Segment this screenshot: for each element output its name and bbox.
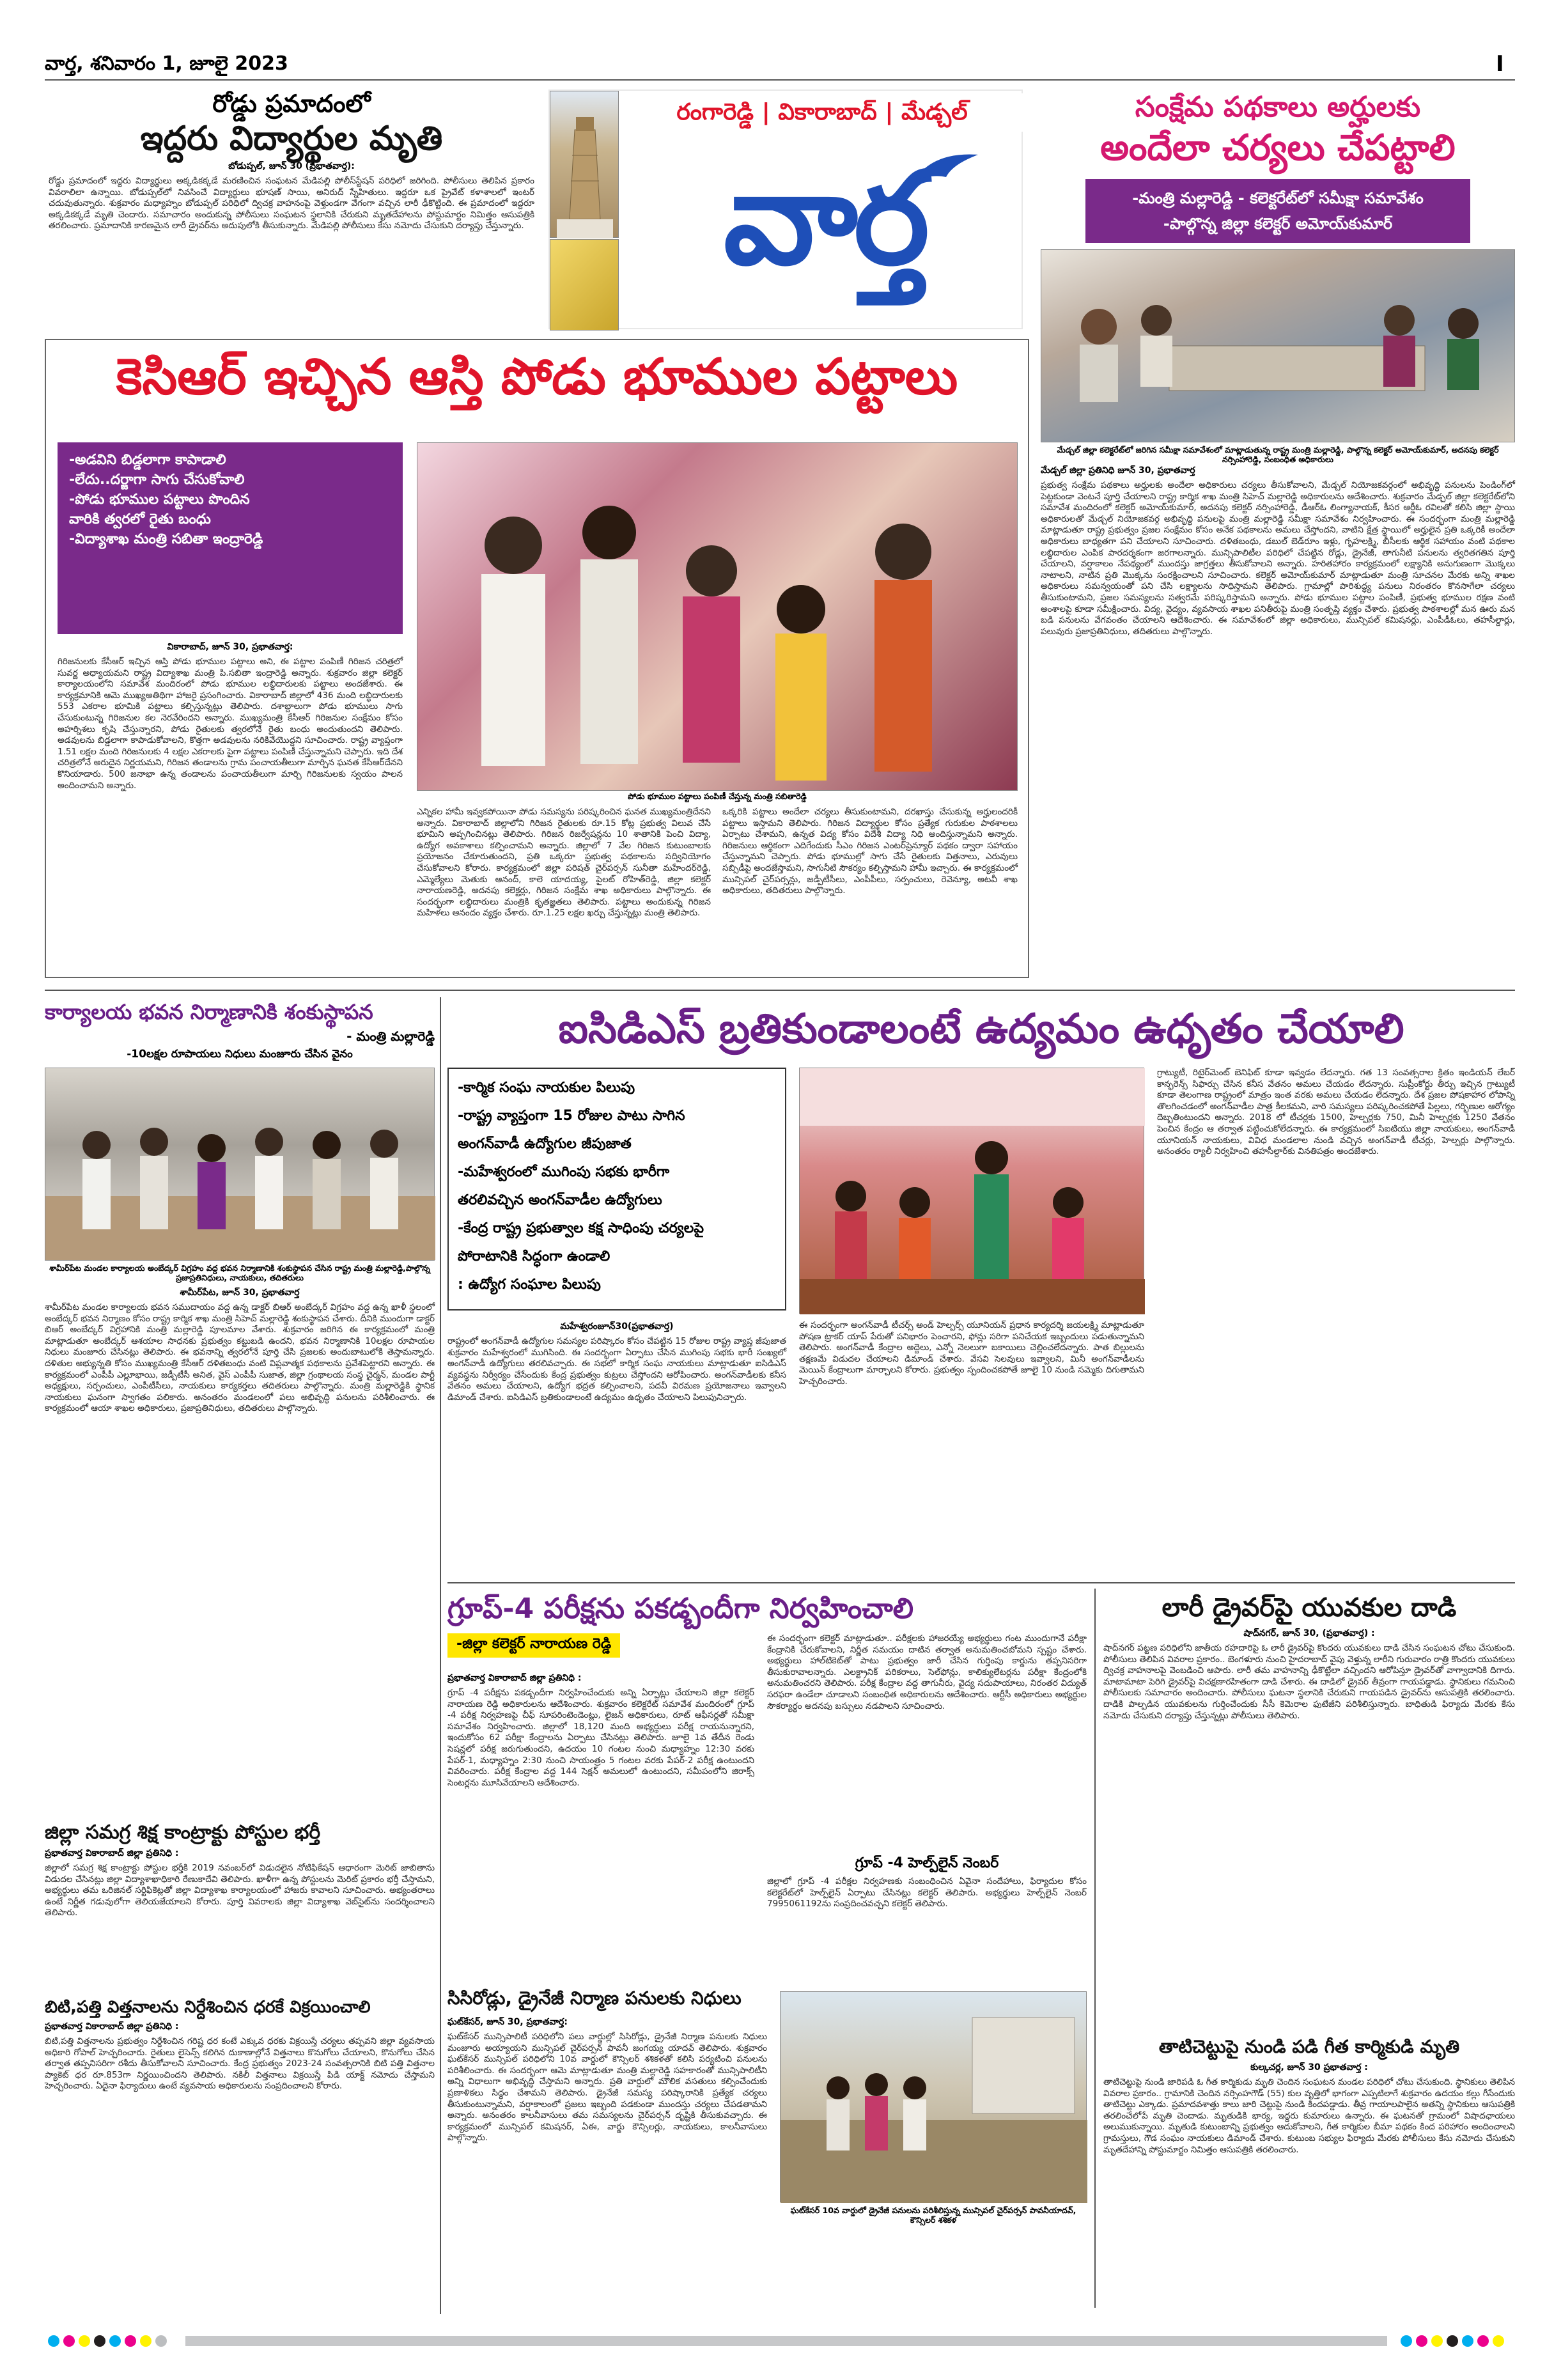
story2-photo <box>1041 249 1515 442</box>
story5-headline: జిల్లా సమగ్ర శిక్ష కాంట్రాక్టు పోస్టుల భర్తీ <box>45 1821 321 1844</box>
story3-bullet-4: వారికి త్వరలో రైతు బంధు <box>69 511 211 527</box>
story8-sub: -జిల్లా కలెక్టర్ నారాయణ రెడ్డి <box>456 1636 612 1652</box>
lower-rule <box>447 1582 1515 1583</box>
story-cotton-seeds <box>45 1995 438 2308</box>
story8-col2 <box>767 1633 1090 1979</box>
mid-rule <box>45 990 1515 991</box>
story8-col1-body: గ్రూప్ -4 పరీక్షను పకడ్బందీగా నిర్వహించేందుకు అన్ని ఏర్పాట్లు చేయాలని జిల్లా కలెక్టర్ నారాయణ రెడ్డి అధికారులను ఆదేశించారు. శుక్రవారం కలెక్టరేట్ సమావేశ మందిరంలో గ్రూప్ -4 పరీక్ష నిర్వహణపై చీఫ్ సూపరింటెండెంట్లు, లైజన్ అధికారులు, రూట్ ఆఫీసర్లతో సమీక్షా సమావేశం నిర్వహించారు. జిల్లాలో 18,120 మంది అభ్యర్థులు పరీక్ష రాయనున్నారని, ఇందుకోసం 62 పరీక్షా కేంద్రాలను ఏర్పాటు చేసినట్లు తెలిపారు. జూలై 1వ తేదీన రెండు సెషన్లలో పరీక్ష జరుగుతుందని, ఉదయం 10 గంటల నుంచి మధ్యాహ్నం 12:30 వరకు పేపర్-1, మధ్యాహ్నం 2:30 నుంచి సాయంత్రం 5 గంటల వరకు పేపర్-2 పరీక్ష ఉంటుందని వివరించారు. పరీక్ష కేంద్రాల వద్ద 144 సెక్షన్ అమలులో ఉంటుందని, సమీపంలోని జిరాక్స్ సెంటర్లను మూసివేయాలని ఆదేశించారు. <box>447 1688 758 1788</box>
story-toddy-tapper <box>1103 2033 1518 2308</box>
masthead-logo <box>633 142 1016 315</box>
story3-bullet-3: -పోడు భూముల పట్టాలు పొందిన <box>69 492 250 508</box>
story8-headline: గ్రూప్-4 పరీక్షను పకడ్బందీగా నిర్వహించాలి <box>447 1592 914 1625</box>
story5-body: జిల్లాలో సమగ్ర శిక్ష కాంట్రాక్టు పోస్టుల భర్తీకి 2019 నవంబర్‌లో విడుదలైన నోటిఫికేషన్ ఆధారంగా మెరిట్ జాబితాను విడుదల చేసినట్లు జిల్లా విద్యాశాఖాధికారి రేణుకాదేవి తెలిపారు. ఖాళీగా ఉన్న పోస్టులను మెరిట్ ప్రకారం భర్తీ చేస్తామని, అభ్యర్థులు తమ ఒరిజినల్ సర్టిఫికెట్లతో జిల్లా విద్యాశాఖ కార్యాలయంలో హాజరు కావాలని సూచించారు. అభ్యంతరాలు ఉంటే నిర్ణీత గడువులోగా తెలియజేయాలని కోరారు. పూర్తి వివరాలకు జిల్లా విద్యాశాఖ వెబ్‌సైట్‌ను సందర్శించాలని తెలిపారు. <box>45 1863 438 1918</box>
edition-line: రంగారెడ్డి | వికారాబాద్ | మేడ్చల్ <box>676 99 968 125</box>
story4-headline: కార్యాలయ భవన నిర్మాణానికి శంకుస్థాపన <box>45 1000 373 1024</box>
story8-helpline-head: గ్రూప్ -4 హెల్ప్‌లైన్ నెంబర్ <box>855 1855 999 1871</box>
story4-sub1: - మంత్రి మల్లారెడ్డి <box>346 1029 435 1044</box>
story1-dateline: బోడుప్పల్, జూన్ 30 (ప్రభాతవార్త): <box>228 161 355 171</box>
story3-col2 <box>417 807 714 976</box>
story11-dateline: కుల్కచర్ల, జూన్ 30 ప్రభాతవార్త : <box>1250 2062 1368 2073</box>
story11-headline: తాటిచెట్టుపై నుండి పడి గీత కార్మికుడి మృతి <box>1158 2036 1460 2057</box>
story-group4-exam <box>447 1589 1090 1979</box>
top-rule <box>45 79 1515 81</box>
story3-bullet-2: -లేదు..దర్జాగా సాగు చేసుకోవాలి <box>69 472 245 488</box>
story1-kicker: రోడ్డు ప్రమాదంలో <box>212 89 371 118</box>
story8-helpline-body: జిల్లాలో గ్రూప్ -4 పరీక్షల నిర్వహణకు సంబంధించిన ఏవైనా సందేహాలు, ఫిర్యాదుల కోసం కలెక్టరేట్‌లో హెల్ప్‌లైన్ ఏర్పాటు చేసినట్లు కలెక్టర్ తెలిపారు. అభ్యర్థులు హెల్ప్‌లైన్ నెంబర్ 7995061192ను సంప్రదించవచ్చని కలెక్టర్ తెలిపారు. <box>767 1876 1090 1909</box>
anganwadi-rally-photo-icon <box>800 1068 1145 1314</box>
story-lorry-driver <box>1103 1589 1518 2030</box>
story-office-building <box>45 997 438 1816</box>
minister-distributing-titles-photo-icon <box>417 443 1018 791</box>
story2-headline: అందేలా చర్యలు చేపట్టాలి <box>1100 127 1456 169</box>
story8-dateline: ప్రభాతవార్త వికారాబాద్ జిల్లా ప్రతినిధి : <box>447 1673 582 1683</box>
story3-col1 <box>58 641 406 973</box>
story2-bullet-2: -పాల్గొన్న జిల్లా కలెక్టర్ అమోయ్‌కుమార్ <box>1163 215 1393 233</box>
story9-dateline: ఘట్‌కేసర్, జూన్ 30, ప్రభాతవార్త: <box>447 2017 568 2027</box>
folio-line: వార్త, శనివారం 1, జూలై 2023 <box>45 52 288 75</box>
story4-photo <box>45 1068 435 1261</box>
page-number: I <box>1496 51 1504 77</box>
story3-bullet-box <box>58 442 403 634</box>
story4-dateline: శామీర్‌పేట, జూన్ 30, ప్రభాతవార్త <box>180 1287 300 1298</box>
story-welfare-schemes <box>1041 89 1518 978</box>
story3-bullet-5: -విద్యాశాఖ మంత్రి సబితా ఇంద్రారెడ్డి <box>69 531 263 547</box>
story3-dateline: వికారాబాద్, జూన్ 30, ప్రభాతవార్త: <box>167 642 293 652</box>
story7-col2 <box>799 1320 1147 1576</box>
story7-bullet-7: పోరాటానికి సిద్ధంగా ఉండాలి <box>458 1248 610 1264</box>
edition-banner <box>621 93 1023 132</box>
print-registration-icon <box>45 2333 1515 2349</box>
story8-col1 <box>447 1672 758 1979</box>
story4-photo-caption: శామీర్‌పేట మండల కార్యాలయ అంబేద్కర్ విగ్రహం వద్ద భవన నిర్మాణానికి శంకుస్థాపన చేసిన రాష్ట్ర మంత్రి మల్లారెడ్డి,పాల్గొన్న ప్రజాప్రతినిధులు, నాయకులు, తదితరులు <box>45 1263 435 1282</box>
story7-bullet-6: -కేంద్ర రాష్ట్ర ప్రభుత్వాల కక్ష సాధింపు చర్యలపై <box>458 1220 704 1236</box>
story2-kicker: సంక్షేమ పథకాలు అర్హులకు <box>1135 91 1421 123</box>
story-icds <box>447 997 1518 1579</box>
story1-headline: ఇద్దరు విద్యార్థుల మృతి <box>140 120 443 158</box>
story7-bullet-box <box>447 1068 786 1311</box>
story3-col2-body: ఎన్నికల హామీ ఇవ్వకపోయినా పోడు సమస్యను పరిష్కరించిన ఘనత ముఖ్యమంత్రిదేనని అన్నారు. వికారాబాద్ జిల్లాలోని గిరిజన రైతులకు రూ.15 కోట్ల ప్రభుత్వ విలువ చేసే భూమిని అప్పగించినట్లు తెలిపారు. గిరిజన రిజర్వేషన్లను 10 శాతానికి పెంచి విద్యా, ఉద్యోగ అవకాశాలు కల్పించామని అన్నారు. జిల్లాలో 7 వేల గిరిజన కుటుంబాలకు ప్రయోజనం చేకూరుతుందని, ప్రతి ఒక్కరూ ప్రభుత్వ పథకాలను సద్వినియోగం చేసుకోవాలని కోరారు. కార్యక్రమంలో జిల్లా పరిషత్ చైర్‌పర్సన్ సునీతా మహేందర్‌రెడ్డి, ఎమ్మెల్యేలు మెతుకు ఆనంద్, కాలె యాదయ్య, పైలట్ రోహిత్‌రెడ్డి, జిల్లా కలెక్టర్ నారాయణరెడ్డి, అదనపు కలెక్టర్లు, గిరిజన సంక్షేమ శాఖ అధికారులు పాల్గొన్నారు. ఈ సందర్భంగా లబ్ధిదారులు మంత్రికి కృతజ్ఞతలు తెలిపారు. పట్టాలు అందుకున్న గిరిజన మహిళలు ఆనందం వ్యక్తం చేశారు. రూ.1.25 లక్షల ఖర్చు చేస్తున్నట్లు మంత్రి తెలిపారు. <box>417 807 714 919</box>
story6-body: బిటి,పత్తి విత్తనాలను ప్రభుత్వం నిర్దేశించిన గరిష్ట ధర కంటే ఎక్కువ ధరకు విక్రయిస్తే చర్యలు తప్పవని జిల్లా వ్యవసాయ అధికారి గోపాల్ హెచ్చరించారు. రైతులు లైసెన్స్ కలిగిన దుకాణాల్లోనే విత్తనాలు కొనుగోలు చేయాలని, కొనుగోలు చేసిన తర్వాత తప్పనిసరిగా రశీదు తీసుకోవాలని సూచించారు. కేంద్ర ప్రభుత్వం 2023-24 సంవత్సరానికి బిటి పత్తి విత్తనాల ప్యాకెట్ ధర రూ.853గా నిర్ణయించిందని తెలిపారు. నకిలీ విత్తనాలు విక్రయిస్తే పిడి యాక్ట్ నమోదు చేస్తామని హెచ్చరించారు. ఏదైనా ఫిర్యాదులు ఉంటే వ్యవసాయ అధికారులను సంప్రదించాలని కోరారు. <box>45 2036 438 2092</box>
story-contract-posts <box>45 1819 438 1991</box>
story11-body: తాటిచెట్టుపై నుండి జారిపడి ఓ గీత కార్మికుడు మృతి చెందిన సంఘటన మండల పరిధిలో చోటు చేసుకుంది. స్థానికులు తెలిపిన వివరాల ప్రకారం.. గ్రామానికి చెందిన నర్సింహగౌడ్ (55) కుల వృత్తిలో భాగంగా ఎప్పటిలాగే శుక్రవారం ఉదయం కల్లు గీసేందుకు తాటిచెట్టు ఎక్కాడు. ప్రమాదవశాత్తు కాలు జారి చెట్టుపై నుండి కిందపడ్డాడు. తీవ్ర గాయాలపాలైన అతన్ని స్థానికులు ఆసుపత్రికి తరలించేలోపే మృతి చెందాడు. మృతుడికి భార్య, ఇద్దరు కుమారులు ఉన్నారు. ఈ ఘటనతో గ్రామంలో విషాదఛాయలు అలుముకున్నాయి. మృతుడి కుటుంబాన్ని ప్రభుత్వం ఆదుకోవాలని, గీత కార్మికుల బీమా పథకం కింద పరిహారం అందించాలని గ్రామస్తులు, గౌడ సంఘం నాయకులు డిమాండ్ చేశారు. కుటుంబ సభ్యుల ఫిర్యాదు మేరకు పోలీసులు కేసు నమోదు చేసుకుని మృతదేహాన్ని పోస్టుమార్టం నిమిత్తం ఆసుపత్రికి తరలించారు. <box>1103 2077 1518 2155</box>
story6-dateline: ప్రభాతవార్త వికారాబాద్ జిల్లా ప్రతినిధి : <box>45 2021 179 2032</box>
col-divider-left <box>440 997 441 2314</box>
story7-photo <box>799 1068 1144 1314</box>
story3-col3 <box>722 807 1021 976</box>
dove-logo-icon <box>908 148 984 193</box>
story-road-accident <box>49 89 538 326</box>
story5-dateline: ప్రభాతవార్త వికారాబాద్ జిల్లా ప్రతినిధి : <box>45 1848 179 1858</box>
story7-headline: ఐసిడిఎస్ బ్రతికుండాలంటే ఉద్యమం ఉధృతం చేయాలి <box>558 1006 1404 1053</box>
story-cc-roads <box>447 1985 1087 2308</box>
story1-body: రోడ్డు ప్రమాదంలో ఇద్దరు విద్యార్థులు అక్కడికక్కడే మరణించిన సంఘటన మేడిపల్లి పోలీస్‌స్టేషన్ పరిధిలో జరిగింది. పోలీసులు తెలిపిన ప్రకారం వివరాలిలా ఉన్నాయి. బోడుప్పల్‌లో నివసించే విద్యార్థులు భూషణ్ సాయి, అనిరుద్ స్నేహితులు. ఇద్దరూ ఒక ప్రైవేట్ కళాశాలలో ఇంటర్ చదువుతున్నారు. శుక్రవారం మధ్యాహ్నం బోడుప్పల్ పరిధిలో ద్విచక్ర వాహనంపై వెళ్తుండగా వేగంగా వచ్చిన లారీ ఢీకొట్టింది. ఈ ప్రమాదంలో ఇద్దరూ అక్కడికక్కడే మృతి చెందారు. సమాచారం అందుకున్న పోలీసులు సంఘటన స్థలానికి చేరుకుని మృతదేహాలను పోస్టుమార్టం నిమిత్తం ఆసుపత్రికి తరలించారు. ప్రమాదానికి కారణమైన లారీ డ్రైవర్‌ను అదుపులోకి తీసుకున్నారు. మేడిపల్లి పోలీసులు కేసు నమోదు చేసుకుని దర్యాప్తు చేస్తున్నారు. <box>49 176 538 231</box>
story7-bullet-8: : ఉద్యోగ సంఘాల పిలుపు <box>458 1277 601 1293</box>
story3-photo-caption: పోడు భూముల పట్టాలు పంపిణీ చేస్తున్న మంత్రి సబితారెడ్డి <box>417 791 1018 801</box>
story7-bullet-4: -మహేశ్వరంలో ముగింపు సభకు భారీగా <box>458 1164 670 1180</box>
story8-col2-body: ఈ సందర్భంగా కలెక్టర్ మాట్లాడుతూ.. పరీక్షలకు హాజరయ్యే అభ్యర్థులు గంట ముందుగానే పరీక్షా కేంద్రానికి చేరుకోవాలని, నిర్ణీత సమయం దాటిన తర్వాత అనుమతించబోమని స్పష్టం చేశారు. అభ్యర్థులు హాల్‌టికెట్‌తో పాటు ప్రభుత్వం జారీ చేసిన గుర్తింపు కార్డును తప్పనిసరిగా తీసుకురావాలన్నారు. ఎలక్ట్రానిక్ పరికరాలు, సెల్‌ఫోన్లు, కాలిక్యులేటర్లను పరీక్షా కేంద్రంలోకి అనుమతించరని తెలిపారు. పరీక్ష కేంద్రాల వద్ద తాగునీరు, వైద్య సదుపాయాలు, నిరంతర విద్యుత్ సరఫరా ఉండేలా చూడాలని సంబంధిత అధికారులను ఆదేశించారు. ఆర్టీసీ అధికారులు అభ్యర్థుల సౌకర్యార్థం అదనపు బస్సులు నడపాలని సూచించారు. <box>767 1633 1090 1711</box>
story7-col2-body: ఈ సందర్భంగా అంగన్‌వాడీ టీచర్స్ అండ్ హెల్పర్స్ యూనియన్ ప్రధాన కార్యదర్శి జయలక్ష్మి మాట్లాడుతూ పోషణ ట్రాకర్ యాప్ పేరుతో పనిభారం పెంచారని, ఫోన్లు సరిగా పనిచేయక ఇబ్బందులు పడుతున్నామని తెలిపారు. అంగన్‌వాడీ కేంద్రాల అద్దెలు, ఎన్నో నెలలుగా బకాయిలు చెల్లించలేదన్నారు. పాత బిల్లులను తక్షణమే విడుదల చేయాలని డిమాండ్ చేశారు. వేసవి సెలవులు ఇవ్వాలని, మినీ అంగన్‌వాడీలను మెయిన్ కేంద్రాలుగా మార్చాలని కోరారు. ప్రభుత్వం స్పందించకపోతే జూలై 10 నుండి సమ్మెకు దిగుతామని హెచ్చరించారు. <box>799 1320 1147 1387</box>
story2-bullet-box <box>1085 179 1470 243</box>
logo-text: వార్త <box>723 143 926 293</box>
story10-headline: లారీ డ్రైవర్‌పై యువకుల దాడి <box>1162 1593 1457 1622</box>
story4-body: శామీర్‌పేట మండల కార్యాలయ భవన సముదాయం వద్ద ఉన్న డాక్టర్ బిఆర్ అంబేద్కర్ విగ్రహం వద్ద ఉన్న ఖాళీ స్థలంలో అంబేద్కర్ భవన నిర్మాణం కోసం రాష్ట్ర కార్మిక శాఖ మంత్రి సిహెచ్ మల్లారెడ్డి శంకుస్థాపన చేశారు. దీనికి ముందుగా డాక్టర్ బిఆర్ అంబేద్కర్ విగ్రహానికి మంత్రి మల్లారెడ్డి పూలమాల వేశారు. శుక్రవారం జరిగిన ఈ కార్యక్రమంలో మంత్రి మాట్లాడుతూ అంబేద్కర్ ఆశయాల సాధనకు ప్రభుత్వం కట్టుబడి ఉందని, భవన నిర్మాణానికి 10లక్షల రూపాయల నిధులు మంజూరు చేసినట్లు తెలిపారు. ఈ భవనాన్ని త్వరలోనే పూర్తి చేసి ప్రజలకు అందుబాటులోకి తెస్తామన్నారు. దళితుల అభ్యున్నతి కోసం ముఖ్యమంత్రి కేసీఆర్ దళితబంధు వంటి విప్లవాత్మక పథకాలను ప్రవేశపెట్టారని అన్నారు. ఈ కార్యక్రమంలో ఎంపీపీ ఎల్లూభాయి, జడ్పీటీసీ అనిత, వైస్ ఎంపీపీ సుజాత, జిల్లా గ్రంథాలయ సంస్థ చైర్మన్, మండల పార్టీ అధ్యక్షులు, సర్పంచులు, ఎంపీటీసీలు, నాయకులు కార్యకర్తలు తదితరులు పాల్గొన్నారు. మంత్రి మల్లారెడ్డికి స్థానిక నాయకులు ఘనంగా స్వాగతం పలికారు. అనంతరం మండలంలో పలు అభివృద్ధి పనులను పరిశీలించారు. ఈ కార్యక్రమంలో ఆయా శాఖల అధికారులు, ప్రజాప్రతినిధులు, తదితరులు పాల్గొన్నారు. <box>45 1302 438 1414</box>
foundation-ceremony-photo-icon <box>45 1068 435 1260</box>
story9-headline: సిసిరోడ్లు, డ్రైనేజీ నిర్మాణ పనులకు నిధులు <box>447 1987 742 2009</box>
story3-col3-body: ఒక్కరికి పట్టాలు అందేలా చర్యలు తీసుకుంటామని, దరఖాస్తు చేసుకున్న అర్హులందరికీ పట్టాలు ఇస్తామని తెలిపారు. గిరిజన విద్యార్థుల కోసం ప్రత్యేక గురుకుల పాఠశాలలు ఏర్పాటు చేశామని, ఉన్నత విద్య కోసం విదేశీ విద్యా నిధి అందిస్తున్నామని అన్నారు. గిరిజనులు ఆర్థికంగా ఎదిగేందుకు సీఎం గిరిజన ఎంటర్‌ప్రెన్యూర్ పథకం ద్వారా సహాయం చేస్తున్నామని చెప్పారు. పోడు భూముల్లో సాగు చేసే రైతులకు విత్తనాలు, ఎరువులు సబ్సిడీపై అందజేస్తామని, సాగునీటి సౌకర్యం కల్పిస్తామని హామీ ఇచ్చారు. ఈ కార్యక్రమంలో మున్సిపల్ చైర్‌పర్సన్లు, జడ్పీటీసీలు, ఎంపీపీలు, సర్పంచులు, రెవెన్యూ, అటవీ శాఖ అధికారులు, తదితరులు పాల్గొన్నారు. <box>722 807 1021 896</box>
temple-gopuram-icon <box>550 91 619 238</box>
meeting-photo-icon <box>1041 250 1516 442</box>
story7-bullet-5: తరలివచ్చిన అంగన్‌వాడీల ఉద్యోగులు <box>458 1192 662 1208</box>
story-podu-lands <box>45 339 1029 978</box>
story7-bullet-1: -కార్మిక సంఘ నాయకుల పిలుపు <box>458 1080 635 1096</box>
story2-bullet-1: -మంత్రి మల్లారెడ్డి - కలెక్టరేట్‌లో సమీక్షా సమావేశం <box>1132 189 1424 207</box>
col-divider-right <box>1094 1589 1096 2308</box>
story2-photo-caption: మేడ్చల్ జిల్లా కలెక్టరేట్‌లో జరిగిన సమీక్షా సమావేశంలో మాట్లాడుతున్న రాష్ట్ర మంత్రి మల్లారెడ్డి, పాల్గొన్న కలెక్టర్ అమోయ్‌కుమార్, అదనపు కలెక్టర్ నర్సింహారెడ్డి, సంబంధిత అధికారులు <box>1041 445 1515 464</box>
story9-body: ఘట్‌కేసర్ మున్సిపాలిటీ పరిధిలోని పలు వార్డుల్లో సిసిరోడ్లు, డ్రైనేజీ నిర్మాణ పనులకు నిధులు మంజూరు అయ్యాయని మున్సిపల్ చైర్‌పర్సన్ పావనీ జంగయ్య యాదవ్ తెలిపారు. శుక్రవారం ఘట్‌కేసర్ మున్సిపల్ పరిధిలోని 10వ వార్డులో కౌన్సిలర్ శశికళతో కలిసి పర్యటించి పనులను పరిశీలించారు. ఈ సందర్భంగా ఆమె మాట్లాడుతూ మంత్రి మల్లారెడ్డి సహకారంతో మున్సిపాలిటీని అన్ని విధాలుగా అభివృద్ధి చేస్తామని అన్నారు. ప్రతి వార్డులో మౌలిక వసతులు కల్పించేందుకు ప్రణాళికలు సిద్ధం చేశామని తెలిపారు. డ్రైనేజీ సమస్య పరిష్కారానికి ప్రత్యేక చర్యలు తీసుకుంటున్నామని, వర్షాకాలంలో ప్రజలు ఇబ్బంది పడకుండా ముందస్తు చర్యలు చేపడతామని అన్నారు. అనంతరం కాలనీవాసులు తమ సమస్యలను చైర్‌పర్సన్ దృష్టికి తీసుకువచ్చారు. ఈ కార్యక్రమంలో మున్సిపల్ కమిషనర్, ఏఈ, వార్డు కౌన్సిలర్లు, నాయకులు, కాలనీవాసులు పాల్గొన్నారు. <box>447 2032 770 2143</box>
story9-photo <box>780 1991 1087 2202</box>
story10-body: షాద్‌నగర్ పట్టణ పరిధిలోని జాతీయ రహదారిపై ఓ లారీ డ్రైవర్‌పై కొందరు యువకులు దాడి చేసిన సంఘటన చోటు చేసుకుంది. పోలీసులు తెలిపిన వివరాల ప్రకారం.. బెంగళూరు నుంచి హైదరాబాద్ వైపు వెళ్తున్న లారీని గురువారం రాత్రి కొందరు యువకులు ద్విచక్ర వాహనాలపై వెంబడించి ఆపారు. లారీ తమ వాహనాన్ని ఢీకొట్టేలా వచ్చిందని ఆరోపిస్తూ డ్రైవర్‌తో వాగ్వాదానికి దిగారు. మాటామాటా పెరిగి డ్రైవర్‌పై విచక్షణారహితంగా దాడి చేశారు. ఈ దాడిలో డ్రైవర్ తీవ్రంగా గాయపడ్డాడు. స్థానికులు గమనించి పోలీసులకు సమాచారం అందించారు. పోలీసులు ఘటనా స్థలానికి చేరుకుని గాయపడిన డ్రైవర్‌ను ఆసుపత్రికి తరలించారు. దాడికి పాల్పడిన యువకులను గుర్తించేందుకు సీసీ కెమెరాల ఫుటేజీని పరిశీలిస్తున్నారు. బాధితుడి ఫిర్యాదు మేరకు కేసు నమోదు చేసుకుని దర్యాప్తు చేస్తున్నట్లు పోలీసులు తెలిపారు. <box>1103 1643 1518 1721</box>
lamp-photo <box>550 239 619 331</box>
story7-col1 <box>447 1320 789 1576</box>
story3-headline: కెసిఆర్ ఇచ్చిన ఆస్తి పోడు భూముల పట్టాలు <box>116 348 958 406</box>
story4-sub2: -10లక్షల రూపాయలు నిధులు మంజూరు చేసిన వైనం <box>127 1048 353 1061</box>
story3-bullet-1: -అడవిని బిడ్డలాగా కాపాడాలి <box>69 452 226 468</box>
story7-bullet-2: -రాష్ట్ర వ్యాప్తంగా 15 రోజుల పాటు సాగిన <box>458 1108 685 1124</box>
story7-col3 <box>1157 1068 1518 1576</box>
story8-sub-box <box>447 1633 620 1658</box>
story3-photo <box>417 442 1018 791</box>
story9-text <box>447 2016 770 2306</box>
story6-headline: బిటి,పత్తి విత్తనాలను నిర్దేశించిన ధరకే విక్రయించాలి <box>45 1998 371 2017</box>
temple-photo <box>550 91 619 238</box>
story3-col1-body: గిరిజనులకు కేసీఆర్ ఇచ్చిన ఆస్తి పోడు భూముల పట్టాలు అని, ఈ పట్టాల పంపిణీ గిరిజన చరిత్రలో సువర్ణ అధ్యాయమని రాష్ట్ర విద్యాశాఖ మంత్రి పి.సబితా ఇంద్రారెడ్డి అన్నారు. శుక్రవారం జిల్లా కలెక్టర్ కార్యాలయంలోని సమావేశ మందిరంలో పోడు భూముల లబ్ధిదారులకు పట్టాలు అందజేశారు. ఈ కార్యక్రమానికి ఆమె ముఖ్యఅతిథిగా హాజరై ప్రసంగించారు. వికారాబాద్ జిల్లాలో 436 మంది లబ్ధిదారులకు 553 ఎకరాల భూమికి పట్టాలు కల్పిస్తున్నట్లు తెలిపారు. దశాబ్దాలుగా పోడు భూములు సాగు చేసుకుంటున్న గిరిజనుల కల నెరవేరిందని అన్నారు. ముఖ్యమంత్రి కేసీఆర్ గిరిజనుల సంక్షేమం కోసం అహర్నిశలు కృషి చేస్తున్నారని, పోడు రైతులకు త్వరలోనే రైతు బంధు అందుతుందని తెలిపారు. అడవులను బిడ్డలాగా కాపాడుకోవాలని, కొత్తగా అడవులను నరికివేయొద్దని సూచించారు. రాష్ట్ర వ్యాప్తంగా 1.51 లక్షల మంది గిరిజనులకు 4 లక్షల ఎకరాలకు పైగా పట్టాలు పంపిణీ చేస్తున్నామని చెప్పారు. ఇది దేశ చరిత్రలోనే అరుదైన నిర్ణయమని, గిరిజన తండాలను గ్రామ పంచాయతీలుగా మార్చిన ఘనత కేసీఆర్‌దేనని కొనియాడారు. 500 జనాభా ఉన్న తండాలను పంచాయతీలుగా మార్చి గిరిజనులకు స్వయం పాలన అందించామని అన్నారు. <box>58 657 406 791</box>
color-registration-bar <box>45 2333 1515 2349</box>
story7-col3-body: గ్రాట్యుటీ, రిటైర్‌మెంట్ బెనిఫిట్ కూడా ఇవ్వడం లేదన్నారు. గత 13 సంవత్సరాల క్రితం ఇండియన్ లేబర్ కాన్ఫరెన్స్ సిఫార్సు చేసిన కనీస వేతనం అమలు చేయడం లేదన్నారు. సుప్రీంకోర్టు తీర్పు ఇచ్చిన గ్రాట్యుటీ కూడా తెలంగాణ రాష్ట్రంలో మాత్రం ఇంత వరకు అమలు చేయడం లేదన్నారు. దేశ ప్రజల పోషకాహార లోపాన్ని తొలగించడంలో అంగన్‌వాడీల పాత్ర కీలకమని, వారి సమస్యలు పరిష్కరించకపోతే పిల్లలు, గర్భిణుల ఆరోగ్యం దెబ్బతింటుందని అన్నారు. 2018 లో టీచర్లకు 1500, హెల్పర్లకు 750, మినీ హెల్పర్లకు 1250 వేతనం పెంచిన కేంద్రం ఆ తర్వాత పట్టించుకోలేదన్నారు. ఈ కార్యక్రమంలో సిఐటియు జిల్లా నాయకులు, అంగన్‌వాడీ యూనియన్ నాయకులు, వివిధ మండలాల నుండి వచ్చిన అంగన్‌వాడీ టీచర్లు, హెల్పర్లు పాల్గొన్నారు. అనంతరం ర్యాలీ నిర్వహించి తహసీల్దార్‌కు వినతిపత్రం అందజేశారు. <box>1157 1068 1518 1157</box>
story2-dateline: మేడ్చల్ జిల్లా ప్రతినిధి జూన్ 30, ప్రభాతవార్త <box>1041 465 1195 476</box>
story7-bullet-3: అంగన్‌వాడీ ఉద్యోగుల జీపుజాత <box>458 1136 632 1152</box>
masthead-box <box>548 89 1023 329</box>
story7-col1-body: రాష్ట్రంలో అంగన్‌వాడీ ఉద్యోగుల సమస్యల పరిష్కారం కోసం చేపట్టిన 15 రోజుల రాష్ట్ర వ్యాప్త జీపుజాత శుక్రవారం మహేశ్వరంలో ముగిసింది. ఈ సందర్భంగా ఏర్పాటు చేసిన ముగింపు సభకు భారీ సంఖ్యలో అంగన్‌వాడీ ఉద్యోగులు తరలివచ్చారు. ఈ సభలో కార్మిక సంఘ నాయకులు మాట్లాడుతూ ఐసిడిఎస్ వ్యవస్థను నిర్వీర్యం చేసేందుకు కేంద్ర ప్రభుత్వం కుట్రలు చేస్తోందని ఆరోపించారు. అంగన్‌వాడీలకు కనీస వేతనం అమలు చేయాలని, ఉద్యోగ భద్రత కల్పించాలని, పదవీ విరమణ ప్రయోజనాలు ఇవ్వాలని డిమాండ్ చేశారు. ఐసిడిఎస్ బ్రతికుండాలంటే ఉద్యమం ఉధృతం చేయాలని పిలుపునిచ్చారు. <box>447 1336 789 1403</box>
story9-photo-caption: ఘట్‌కేసర్ 10వ వార్డులో డ్రైనేజీ పనులను పరిశీలిస్తున్న మున్సిపల్ చైర్‌పర్సన్ పావనీయాదవ్, కౌన్సిలర్ శశికళ <box>780 2205 1087 2225</box>
drainage-inspection-photo-icon <box>781 1992 1087 2203</box>
story2-body: ప్రభుత్వ సంక్షేమ పథకాలు అర్హులకు అందేలా అధికారులు చర్యలు తీసుకోవాలని, మేడ్చల్ నియోజకవర్గంలో అభివృద్ధి పనులను పెండింగ్‌లో పెట్టకుండా వెంటనే పూర్తి చేయాలని రాష్ట్ర కార్మిక శాఖ మంత్రి సిహెచ్ మల్లారెడ్డి అధికారులను ఆదేశించారు. శుక్రవారం మేడ్చల్ జిల్లా కలెక్టరేట్‌లోని సమావేశ మందిరంలో కలెక్టర్ అమోయ్‌కుమార్, అదనపు కలెక్టర్ నర్సింహారెడ్డి, డీఆర్‌ఓ లింగ్యానాయక్, కీసర ఆర్డీఓ రవిలతో కలిసి జిల్లా స్థాయి అధికారులతో మేడ్చల్ నియోజకవర్గ అభివృద్ధి పనులపై మంత్రి మల్లారెడ్డి సమీక్షా సమావేశం నిర్వహించారు. ఈ సందర్భంగా మంత్రి మల్లారెడ్డి మాట్లాడుతూ రాష్ట్ర ప్రభుత్వం ప్రజల సంక్షేమం కోసం అనేక పథకాలను అమలు చేస్తోందని, వాటిని క్షేత్ర స్థాయిలో అర్హులైన ప్రతి ఒక్కరికీ అందేలా అధికారులు బాధ్యతగా పని చేయాలని సూచించారు. దళితబంధు, డబుల్ బెడ్‌రూం ఇళ్లు, గృహలక్ష్మి, బీసీలకు ఆర్థిక సహాయం వంటి పథకాల లబ్ధిదారుల ఎంపిక పారదర్శకంగా జరగాలన్నారు. మున్సిపాలిటీల పరిధిలో చేపట్టిన రోడ్లు, డ్రైనేజీ, తాగునీటి పనులను త్వరితగతిన పూర్తి చేయాలని, వర్షాకాలం నేపథ్యంలో ముందస్తు జాగ్రత్తలు తీసుకోవాలని అన్నారు. హరితహారం కార్యక్రమంలో లక్ష్యానికి అనుగుణంగా మొక్కలు నాటాలని, నాటిన ప్రతి మొక్కను సంరక్షించాలని సూచించారు. కలెక్టర్ అమోయ్‌కుమార్ మాట్లాడుతూ మంత్రి సూచనల మేరకు అన్ని శాఖల అధికారులు సమన్వయంతో పని చేసి లక్ష్యాలను సాధిస్తామని తెలిపారు. గ్రామాల్లో పారిశుద్ధ్య పనులు నిరంతరం కొనసాగేలా చర్యలు తీసుకుంటామని, ప్రజల సమస్యలను సత్వరమే పరిష్కరిస్తామని అన్నారు. పోడు భూముల పట్టాల పంపిణీ, ప్రభుత్వ భూముల రక్షణ వంటి అంశాలపై కూడా సమీక్షించారు. విద్య, వైద్యం, వ్యవసాయ శాఖల పనితీరుపై మంత్రి సంతృప్తి వ్యక్తం చేశారు. ప్రభుత్వ పాఠశాలల్లో మన ఊరు మన బడి పనులను వేగవంతం చేయాలని ఆదేశించారు. ఈ సమావేశంలో జిల్లా అధికారులు, మున్సిపల్ కమిషనర్లు, ఎంపీడీఓలు, తహసీల్దార్లు, పలువురు ప్రజాప్రతినిధులు, తదితరులు పాల్గొన్నారు. <box>1041 480 1518 637</box>
story10-dateline: షాద్‌నగర్, జూన్ 30, (ప్రభాతవార్త) : <box>1243 1628 1375 1638</box>
story7-dateline: మహేశ్వరంజూన్30(ప్రభాతవార్త) <box>560 1321 674 1332</box>
